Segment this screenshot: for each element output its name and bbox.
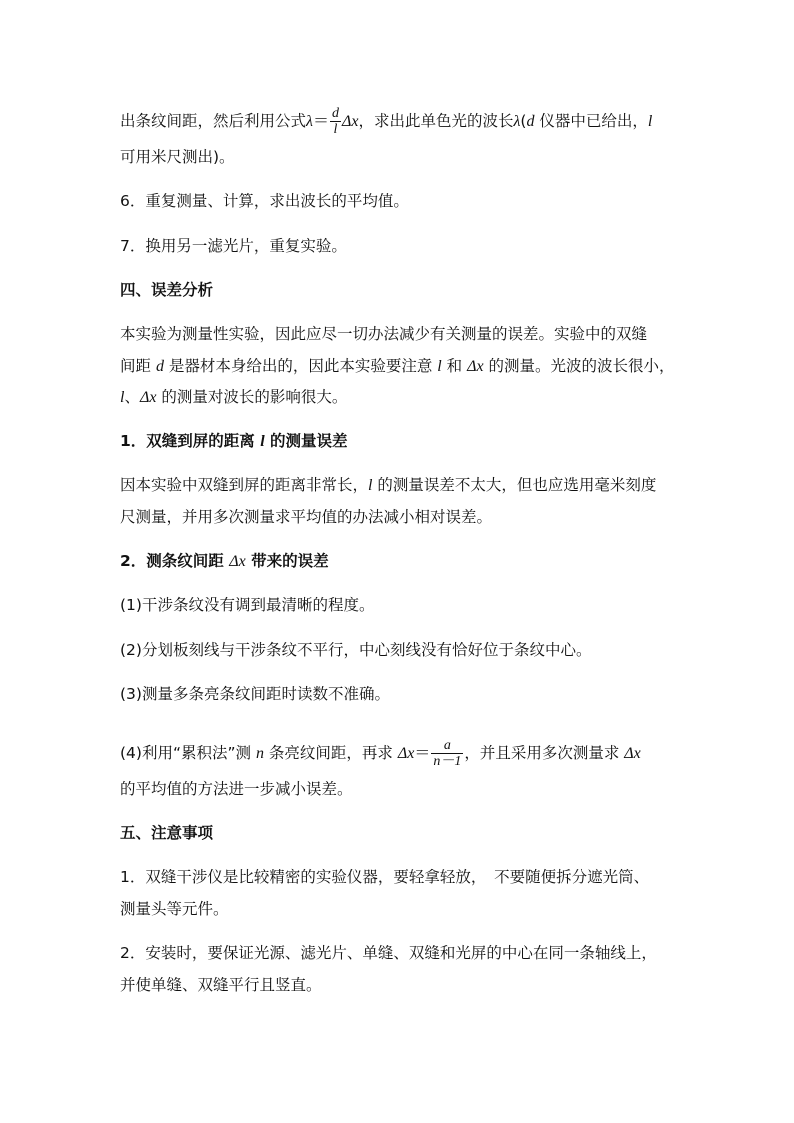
var-l: l (647, 113, 653, 130)
paragraph-line (120, 387, 347, 408)
subheading-1 (120, 431, 348, 452)
text: 2．安装时，要保证光源、滤光片、单缝、双缝和光屏的中心在同一条轴线上， (120, 944, 657, 962)
text: 因本实验中双缝到屏的距离非常长， (120, 476, 369, 494)
text: (2)分划板刻线与干涉条纹不平行，中心刻线没有恰好位于条纹中心。 (120, 641, 592, 659)
var-l: l (437, 358, 442, 375)
text: (4)利用“累积法”测 (120, 744, 256, 762)
step-7 (120, 236, 347, 256)
text: 四、误差分析 (120, 281, 214, 299)
delta-x: Δx (397, 745, 415, 762)
var-d: d (526, 113, 535, 130)
fraction-denominator: n－1 (433, 754, 462, 769)
text: 间距 (120, 357, 156, 375)
paragraph-line (120, 475, 656, 496)
text: 是器材本身给出的，因此本实验要注意 (163, 357, 438, 375)
text: 并使单缝、双缝平行且竖直。 (120, 976, 322, 994)
text: 仪器中已给出， (534, 112, 648, 130)
delta-x: Δx (341, 113, 359, 130)
lambda-symbol: λ (513, 113, 521, 130)
paragraph-line (120, 356, 675, 377)
text: 6．重复测量、计算，求出波长的平均值。 (120, 192, 409, 210)
text: ，并且采用多次测量求 (464, 744, 625, 762)
section-heading-error-analysis (120, 280, 213, 300)
delta-x: Δx (139, 389, 157, 406)
error-item-3 (120, 684, 390, 704)
fraction-a-over-n-minus-1 (431, 738, 463, 769)
paragraph-line (120, 324, 647, 344)
equals-sign: ＝ (414, 745, 431, 762)
fraction-d-over-l (330, 106, 341, 137)
subheading-2 (120, 551, 329, 572)
equals-sign: ＝ (312, 113, 329, 130)
paragraph-line (120, 147, 235, 167)
error-item-2 (120, 640, 591, 660)
step-6 (120, 191, 409, 211)
text: 2．测条纹间距 (120, 552, 230, 570)
text: (3)测量多条亮条纹间距时读数不准确。 (120, 685, 390, 703)
text: 条亮纹间距，再求 (263, 744, 398, 762)
paragraph-line (120, 975, 322, 995)
text: 带来的误差 (245, 552, 329, 570)
fraction-numerator: a (443, 738, 451, 753)
var-l: l (368, 477, 373, 494)
fraction-numerator: d (331, 106, 339, 121)
error-item-1 (120, 595, 374, 615)
formula-line (120, 106, 652, 137)
fraction-denominator: l (330, 121, 341, 137)
text: 1．双缝干涉仪是比较精密的实验仪器，要轻拿轻放， 不要随便拆分遮光筒、 (120, 868, 650, 886)
delta-x: Δx (624, 745, 641, 762)
note-2 (120, 943, 657, 963)
text: 测量头等元件。 (120, 900, 229, 918)
paragraph-line (120, 779, 353, 799)
text: 可用米尺测出)。 (120, 148, 235, 166)
text: (1)干涉条纹没有调到最清晰的程度。 (120, 596, 375, 614)
var-l: l (120, 389, 125, 406)
text: 7．换用另一滤光片，重复实验。 (120, 237, 347, 255)
text: 五、注意事项 (120, 824, 214, 842)
delta-x: Δx (229, 553, 246, 570)
text: 1．双缝到屏的距离 (120, 432, 261, 450)
error-item-4 (120, 738, 641, 769)
var-l: l (260, 433, 265, 450)
text: 的测量对波长的影响很大。 (156, 388, 348, 406)
text: 的测量误差不太大，但也应选用毫米刻度 (372, 476, 657, 494)
paragraph-line (120, 899, 229, 919)
var-n: n (255, 745, 264, 762)
text: 的测量误差 (264, 432, 348, 450)
text: 和 (441, 357, 468, 375)
text: 的测量。光波的波长很小， (483, 357, 675, 375)
text: 出条纹间距，然后利用公式 (120, 112, 307, 130)
text: ( (520, 112, 527, 130)
text: ，求出此单色光的波长 (358, 112, 514, 130)
lambda-symbol: λ (306, 113, 313, 130)
var-d: d (155, 358, 164, 375)
text: 、 (124, 388, 140, 406)
section-heading-precautions (120, 823, 213, 843)
note-1 (120, 867, 649, 887)
text: 的平均值的方法进一步减小误差。 (120, 780, 353, 798)
text: 本实验为测量性实验，因此应尽一切办法减少有关测量的误差。实验中的双缝 (120, 325, 648, 343)
paragraph-line (120, 507, 492, 527)
text: 尺测量，并用多次测量求平均值的办法减小相对误差。 (120, 508, 493, 526)
delta-x: Δx (467, 358, 484, 375)
